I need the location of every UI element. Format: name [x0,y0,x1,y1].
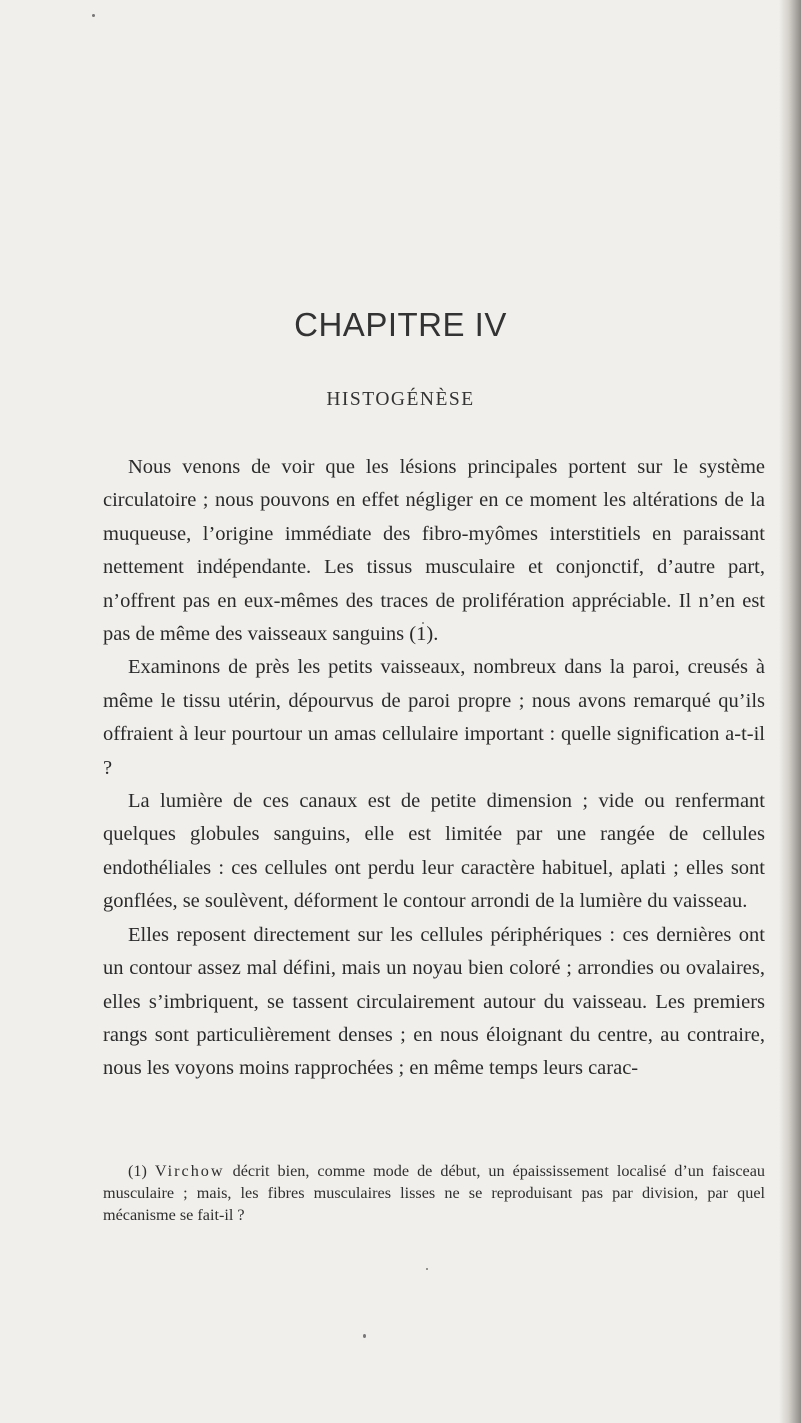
paragraph: Examinons de près les petits vaisseaux, nombreux dans la paroi, creusés à même le tissu utérin, dépourvus de paroi propre ; nous avons remarqué qu’ils offraient à leur pourtour un amas cellulaire important : quelle signification a-t-il ? [103,656,765,779]
chapter-title: CHAPITRE IV [294,306,507,343]
paragraph: Nous venons de voir que les lésions principales portent sur le système circulatoire ; nous pouvons en effet négliger en ce moment les altérations de la muqueuse, l’origine immédiate des fibro-myômes interstitiels en paraissant nettement indépendante. Les tissus musculaire et conjonctif, d’autre part, n’offrent pas en eux-mêmes des traces de prolifération appréciable. Il n’en est pas de même des vaisseaux sanguins (1). [103,456,765,646]
body-text [103,451,765,1086]
footnote-author: Virchow [154,1162,225,1180]
paragraph: Elles reposent directement sur les cellules périphériques : ces dernières ont un contour assez mal défini, mais un noyau bien coloré ; arrondies ou ovalaires, elles s’imbriquent, se tassent circulairement autour du vaisseau. Les premiers rangs sont particulièrement denses ; en nous éloignant du centre, au contraire, nous les voyons moins rapprochées ; en même temps leurs carac- [103,923,765,1080]
scan-speck [92,14,95,17]
page-edge-shadow [779,0,801,1423]
paragraph: La lumière de ces canaux est de petite dimension ; vide ou renfermant quelques globules sanguins, elle est limitée par une rangée de cellules endothéliales : ces cellules ont perdu leur caractère habituel, aplati ; elles sont gonflées, se soulèvent, déforment le contour arrondi de la lumière du vaisseau. [103,790,765,913]
scan-speck [363,1334,366,1338]
footnote [103,1160,765,1226]
scan-speck [426,1268,428,1270]
footnote-marker: (1) [128,1162,147,1180]
section-title: HISTOGÉNÈSE [326,389,475,410]
footnote-text: décrit bien, comme mode de début, un épaississement localisé d’un faisceau musculaire ; mais, les fibres musculaires lisses ne se reproduisant pas par division, par quel mécanisme se fait-il ? [103,1162,766,1224]
